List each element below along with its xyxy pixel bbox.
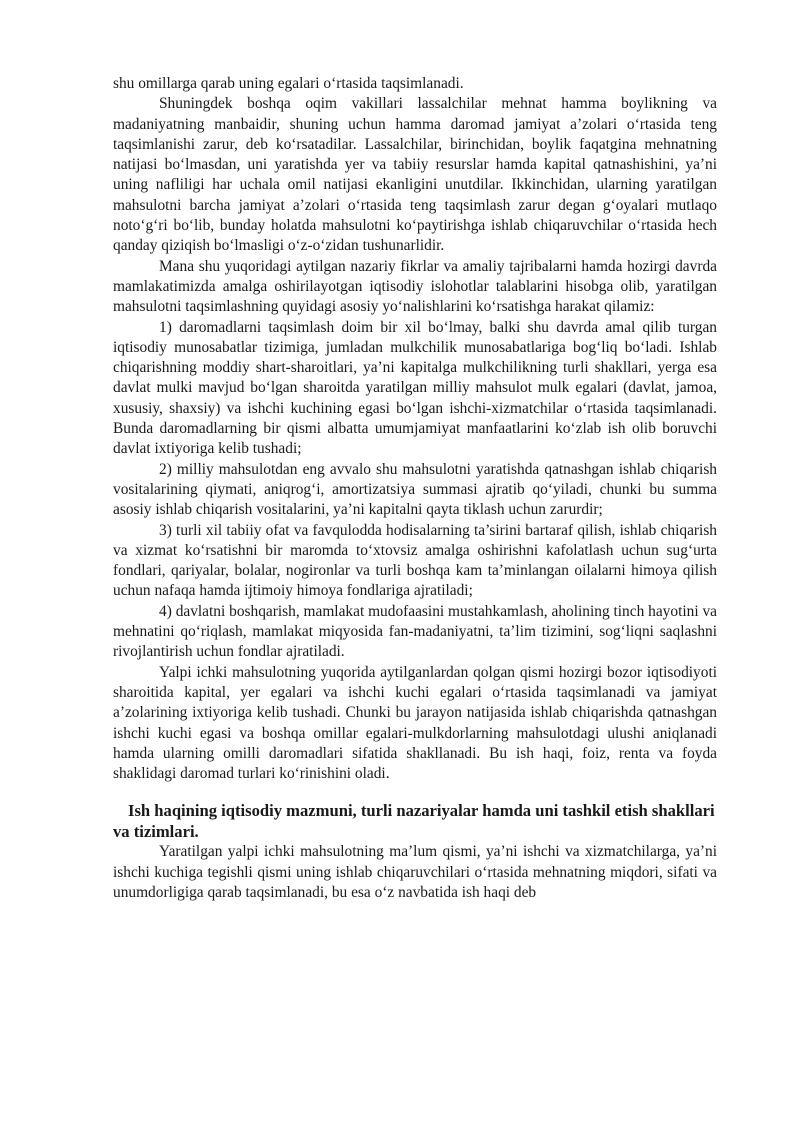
paragraph-continuation: shu omillarga qarab uning egalari o‘rtasida taqsimlanadi. — [113, 75, 464, 92]
section-heading: Ish haqining iqtisodiy mazmuni, turli nazariyalar hamda uni tashkil etish shakllari va tizimlari. — [113, 801, 715, 842]
list-item-3: 3) turli xil tabiiy ofat va favqulodda hodisalarning ta’sirini bartaraf qilish, ishlab chiqarish va xizmat ko‘rsatishni bir maromda to‘xtovsiz amalga oshirishni kafolatlash uchun sug‘urta fondlari, qariyalar, bolalar, nogironlar va turli boshqa kam ta’minlangan oilalarni himoya qilish uchun nafaqa hamda ijtimoiy himoya fondlariga ajratiladi; — [113, 521, 717, 600]
paragraph-yalpi-ichki: Yalpi ichki mahsulotning yuqorida aytilganlardan qolgan qismi hozirgi bozor iqtisodiyoti sharoitida kapital, yer egalari va ishchi kuchi egalari o‘rtasida taqsimlanadi va jamiyat a’zolarining ixtiyoriga kelib tushadi. Chunki bu jarayon natijasida ishlab chiqarishda qatnashgan ishchi kuchi egasi va boshqa omillar egalari-mulkdorlarning mahsulotdagi ulushi aniqlanadi hamda ularning omilli daromadlari sifatida shakllanadi. Bu ish haqi, foiz, renta va foyda shaklidagi daromad turlari ko‘rinishini oladi. — [113, 663, 717, 783]
list-item-1: 1) daromadlarni taqsimlash doim bir xil bo‘lmay, balki shu davrda amal qilib turgan iqtisodiy munosabatlar tizimiga, jumladan mulkchilik munosabatlariga bog‘liq bo‘ladi. Ishlab chiqarishning moddiy shart-sharoitlari, ya’ni kapitalga mulkchilikning turli shakllari, yerga esa davlat mulki mavjud bo‘lgan sharoitda yaratilgan milliy mahsulot mulk egalari (davlat, jamoa, xususiy, shaxsiy) va ishchi kuchining egasi bo‘lgan ishchi-xizmatchilar o‘rtasida taqsimlanadi. Bunda daromadlarning bir qismi albatta umumjamiyat manfaatlarini ko‘zlab ish olib boruvchi davlat ixtiyoriga kelib tushadi; — [113, 318, 717, 458]
list-item-2: 2) milliy mahsulotdan eng avvalo shu mahsulotni yaratishda qatnashgan ishlab chiqarish vositalarining qiymati, aniqrog‘i, amortizatsiya summasi ajratib qo‘yiladi, chunki bu summa asosiy ishlab chiqarish vositalarini, ya’ni kapitalni qayta tiklash uchun zarurdir; — [113, 460, 717, 519]
paragraph-lassalchilar: Shuningdek boshqa oqim vakillari lassalchilar mehnat hamma boylikning va madaniyatning manbaidir, shuning uchun hamma daromad jamiyat a’zolari o‘rtasida teng taqsimlanishi zarur, deb ko‘rsatadilar. Lassalchilar, birinchidan, boylik faqatgina mehnatning natijasi bo‘lmasdan, uni yaratishda yer va tabiiy resurslar hamda kapital qatnashishini, ya’ni uning nafliligi har uchala omil natijasi ekanligini unutdilar. Ikkinchidan, ularning yaratilgan mahsulotni barcha jamiyat a’zolari o‘rtasida teng taqsimlash zarur degan g‘oyalari mutlaqo noto‘g‘ri bo‘lib, bunday holatda mahsulotni ko‘paytirishga ishlab chiqaruvchilar o‘rtasida hech qanday qiziqish bo‘lmasligi o‘z-o‘zidan tushunarlidir. — [113, 95, 717, 255]
list-item-4: 4) davlatni boshqarish, mamlakat mudofaasini mustahkamlash, aholining tinch hayotini va mehnatini qo‘riqlash, mamlakat miqyosida fan-madaniyatni, ta’lim tizimini, sog‘liqni saqlashni rivojlantirish uchun fondlar ajratiladi. — [113, 602, 717, 661]
paragraph-directions-intro: Mana shu yuqoridagi aytilgan nazariy fikrlar va amaliy tajribalarni hamda hozirgi davrda mamlakatimizda amalga oshirilayotgan iqtisodiy islohotlar talablarini hisobga olib, yaratilgan mahsulotni taqsimlashning quyidagi asosiy yo‘nalishlarini ko‘rsatishga harakat qilamiz: — [113, 257, 717, 316]
paragraph-closing: Yaratilgan yalpi ichki mahsulotning ma’lum qismi, ya’ni ishchi va xizmatchilarga, ya’ni ishchi kuchiga tegishli qismi uning ishlab chiqaruvchilari o‘rtasida mehnatning miqdori, sifati va unumdorligiga qarab taqsimlanadi, bu esa o‘z navbatida ish haqi deb — [113, 843, 717, 901]
